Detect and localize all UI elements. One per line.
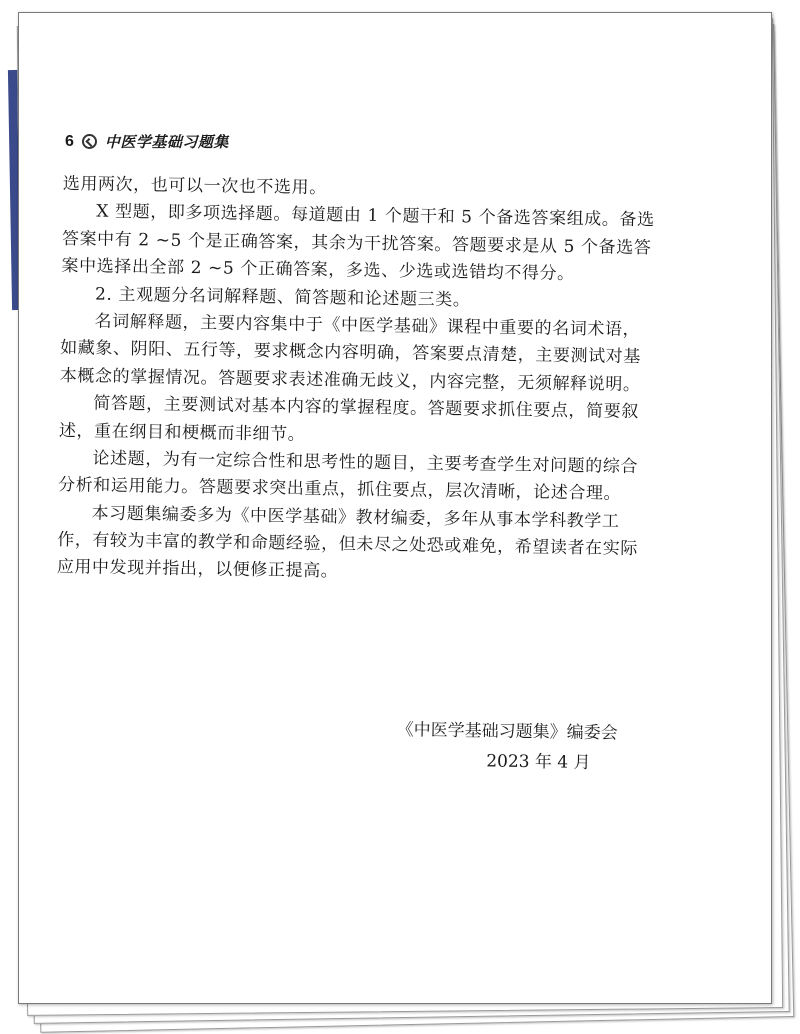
text-line: 述，重在纲目和梗概而非细节。	[58, 420, 306, 445]
body-text	[57, 171, 735, 592]
text-line: 本概念的掌握情况。答题要求表述准确无歧义，内容完整，无须解释说明。	[59, 365, 641, 395]
text-line: 简答题，主要测试对基本内容的掌握程度。答题要求抓住要点，简要叙	[93, 393, 640, 423]
running-header	[65, 131, 229, 152]
text-line: 案中选择出全部 2 ~5 个正确答案，多选、少选或选错均不得分。	[61, 256, 575, 285]
text-line: X 型题，即多项选择题。每道题由 1 个题干和 5 个备选答案组成。备选	[96, 201, 655, 231]
book-title: 中医学基础习题集	[104, 134, 229, 151]
text-line: 如藏象、阴阳、五行等，要求概念内容明确，答案要点清楚，主要测试对基	[60, 338, 642, 368]
text-line: 应用中发现并指出，以便修正提高。	[56, 557, 339, 582]
signature-block	[396, 715, 618, 778]
text-line: 论述题，为有一定综合性和思考性的题目，主要考查学生对问题的综合	[92, 448, 639, 477]
committee-name: 《中医学基础习题集》编委会	[396, 719, 618, 744]
text-line: 2. 主观题分名词解释题、简答题和论述题三类。	[94, 284, 471, 310]
text-line: 作，有较为丰富的教学和命题经验，但未尽之处恐或难免，希望读者在实际	[57, 530, 639, 560]
text-line: 名词解释题，主要内容集中于《中医学基础》课程中重要的名词术语，	[94, 311, 641, 341]
text-line: 答案中有 2 ~5 个是正确答案，其余为干扰答案。答题要求是从 5 个备选答	[61, 228, 652, 259]
book-page	[18, 12, 772, 1004]
text-line: 分析和运用能力。答题要求突出重点，抓住要点，层次清晰，论述合理。	[57, 475, 622, 505]
signature-date: 2023 年 4 月	[486, 751, 591, 774]
text-line: 选用两次，也可以一次也不选用。	[62, 173, 327, 199]
page-number: 6	[65, 132, 74, 150]
circle-arrow-icon	[82, 134, 97, 149]
text-line: 本习题集编委多为《中医学基础》教材编委，多年从事本学科教学工	[91, 503, 620, 532]
